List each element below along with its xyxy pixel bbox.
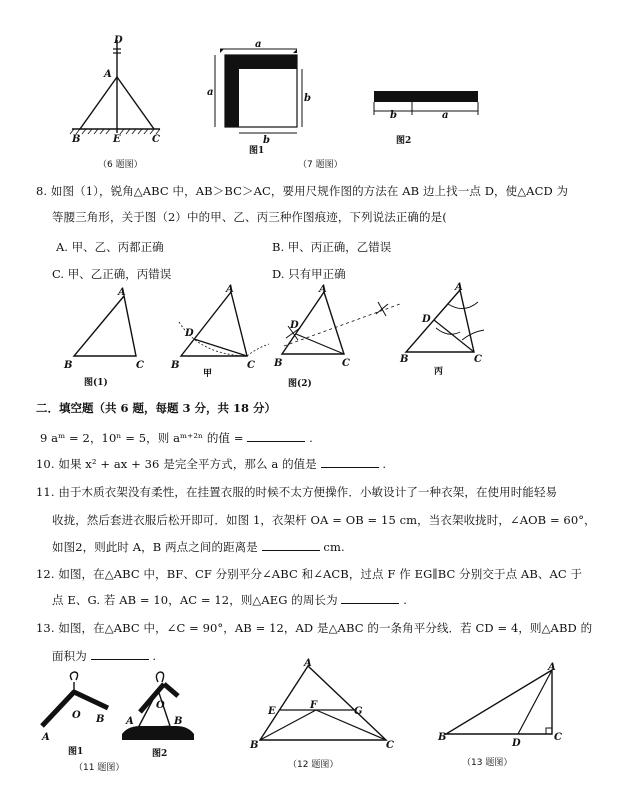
q11-line1: 11. 由于木质衣架没有柔性，在挂置衣服的时候不太方便操作．小敏设计了一种衣架，在使用时能轻易	[36, 485, 558, 499]
q9	[40, 430, 313, 446]
svg-text:A: A	[548, 662, 556, 673]
q8-line2: 等腰三角形，关于图（2）中的甲、乙、丙三种作图痕迹，下列说法正确的是(	[52, 210, 447, 224]
fig7-label-a-top: a	[255, 39, 262, 50]
q10	[36, 456, 386, 472]
svg-text:F: F	[310, 700, 318, 711]
svg-text:B: B	[438, 732, 447, 743]
svg-text:A: A	[42, 732, 50, 743]
q11-line2: 收拢，然后套进衣服后松开即可．如图 1，衣架杆 OA = OB = 15 cm，当衣架收拢时，∠AOB = 60°，	[52, 513, 596, 527]
q10-tail: .	[382, 457, 387, 471]
q8-option-a: A. 甲、乙、丙都正确	[56, 240, 164, 254]
svg-text:B: B	[96, 714, 105, 725]
q13-line2	[52, 648, 156, 664]
svg-text:B: B	[400, 354, 409, 365]
label-B: B	[72, 134, 81, 145]
svg-text:C: C	[474, 354, 482, 365]
q12-answer-blank[interactable]	[341, 592, 399, 604]
figure-6	[60, 35, 170, 145]
svg-text:D: D	[512, 738, 521, 749]
fig6-caption: （6 题图）	[98, 160, 143, 170]
q10-text: 10. 如果 x² + ax + 36 是完全平方式，那么 a 的值是	[36, 457, 317, 471]
fig7-label-a-left: a	[207, 87, 214, 98]
q8-figure-bing	[398, 282, 498, 382]
fig7-2-label: 图2	[396, 136, 412, 146]
section-2-title: 二．填空题（共 6 题，每题 3 分，共 18 分）	[36, 401, 277, 415]
q12-line2	[52, 592, 407, 608]
figure-7-2	[368, 85, 483, 145]
q11-answer-blank[interactable]	[262, 539, 320, 551]
q9-text: 9 aᵐ = 2，10ⁿ = 5，则 aᵐ⁺²ⁿ 的值 =	[40, 431, 244, 445]
q13-line1: 13. 如图，在△ABC 中，∠C = 90°，AB = 12，AD 是△ABC 的一条角平分线．若 CD = 4，则△ABD 的	[36, 621, 593, 635]
svg-text:B: B	[171, 360, 180, 371]
q8-jia-label: 甲	[203, 369, 213, 379]
svg-text:C: C	[136, 360, 144, 371]
svg-text:D: D	[290, 320, 299, 331]
q11-caption: （11 题图）	[74, 763, 125, 773]
q12-caption: （12 题图）	[288, 760, 339, 770]
q8-option-b: B. 甲、丙正确，乙错误	[272, 240, 392, 254]
q11-line3	[52, 539, 345, 555]
q8-figure-yi	[272, 284, 402, 389]
svg-text:C: C	[342, 358, 350, 369]
q8-fig2-label: 图(2)	[288, 379, 312, 389]
q11-figure-1	[38, 668, 118, 762]
label-C: C	[152, 134, 160, 145]
q8-figure-1	[58, 286, 148, 388]
q10-answer-blank[interactable]	[321, 456, 379, 468]
q13-caption: （13 题图）	[462, 758, 513, 768]
svg-text:A: A	[455, 282, 463, 293]
q11-line3-text: 如图2，则此时 A，B 两点之间的距离是	[52, 540, 258, 554]
q12-line2-text: 点 E、G. 若 AB = 10，AC = 12，则△AEG 的周长为	[52, 593, 338, 607]
q8-bing-label: 丙	[434, 367, 444, 377]
svg-text:A: A	[226, 284, 234, 295]
q8-line1: 8. 如图（1），锐角△ABC 中，AB＞BC＞AC，要用尺规作图的方法在 AB 边上找一点 D，使△ACD 为	[36, 184, 569, 198]
q11-line3-tail: cm.	[323, 540, 345, 554]
svg-text:D: D	[422, 314, 431, 325]
svg-text:A: A	[118, 287, 126, 298]
q12-line2-tail: .	[403, 593, 407, 607]
q13-line2-text: 面积为	[52, 649, 87, 663]
svg-text:B: B	[64, 360, 73, 371]
svg-text:A: A	[319, 284, 327, 295]
q12-line1: 12. 如图，在△ABC 中，BF、CF 分别平分∠ABC 和∠ACB，过点 F 作 EG∥BC 分别交于点 AB、AC 于	[36, 567, 583, 581]
q12-figure	[248, 658, 396, 754]
q11-figure-2	[118, 668, 198, 762]
svg-text:C: C	[554, 732, 562, 743]
fig7-label-b-right: b	[304, 93, 311, 104]
q13-answer-blank[interactable]	[91, 648, 149, 660]
svg-text:G: G	[354, 706, 363, 717]
q9-answer-blank[interactable]	[247, 430, 305, 442]
svg-text:D: D	[185, 328, 194, 339]
fig7-label-b-bottom: b	[263, 135, 270, 146]
svg-text:C: C	[247, 360, 255, 371]
q8-fig1-label: 图(1)	[84, 378, 108, 388]
svg-text:A: A	[126, 716, 134, 727]
q13-figure	[436, 662, 566, 754]
svg-text:C: C	[386, 740, 394, 751]
label-E: E	[113, 134, 121, 145]
fig7-2-label-b: b	[390, 110, 397, 121]
label-A: A	[104, 69, 112, 80]
label-D: D	[114, 35, 123, 46]
q8-option-d: D. 只有甲正确	[272, 267, 346, 281]
fig7-1-label: 图1	[249, 146, 265, 156]
q8-option-c: C. 甲、乙正确，丙错误	[52, 267, 172, 281]
q8-figure-jia	[165, 284, 270, 384]
svg-text:B: B	[250, 740, 259, 751]
figure-7-1	[205, 35, 310, 155]
q11-fig1-label: 图1	[68, 747, 84, 757]
q11-fig2-label: 图2	[152, 749, 168, 759]
q13-line2-tail: .	[152, 649, 157, 663]
svg-text:E: E	[268, 706, 276, 717]
svg-text:O: O	[156, 700, 165, 711]
svg-text:A: A	[304, 658, 312, 669]
svg-text:B: B	[274, 358, 283, 369]
q9-tail: .	[309, 431, 313, 445]
svg-text:O: O	[72, 710, 81, 721]
svg-text:B: B	[174, 716, 183, 727]
fig7-2-label-a: a	[442, 110, 449, 121]
fig7-caption: （7 题图）	[298, 160, 343, 170]
